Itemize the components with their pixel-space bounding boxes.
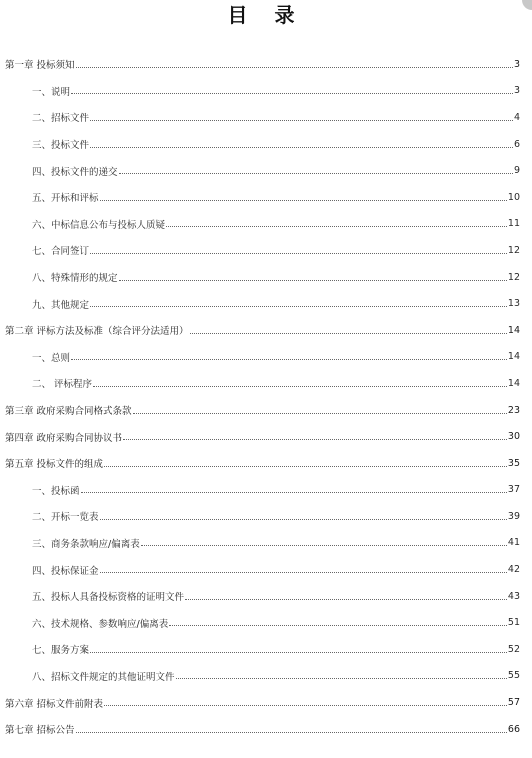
toc-dot-leader (100, 200, 507, 201)
toc-dot-leader (169, 625, 507, 626)
toc-page-number: 13 (507, 298, 520, 310)
toc-page-number: 10 (507, 191, 520, 203)
toc-page-number: 14 (507, 377, 520, 389)
toc-dot-leader (133, 413, 507, 414)
toc-entry-label: 二、开标一览表 (32, 512, 99, 524)
toc-page-number: 14 (507, 324, 520, 336)
toc-section-entry[interactable] (0, 184, 532, 211)
toc-section-entry[interactable] (0, 264, 532, 291)
toc-page-number: 3 (513, 58, 520, 70)
toc-page-number: 6 (513, 138, 520, 150)
toc-dot-leader (166, 226, 507, 227)
toc-entry-label: 三、投标文件 (32, 140, 90, 152)
toc-dot-leader (185, 599, 507, 600)
toc-section-entry[interactable] (0, 636, 532, 663)
toc-entry-label: 第六章 招标文件前附表 (5, 698, 104, 710)
toc-page-number: 9 (513, 165, 520, 177)
toc-dot-leader (90, 120, 513, 121)
toc-page-number: 55 (507, 670, 520, 682)
toc-page-number: 35 (507, 457, 520, 469)
toc-entry-label: 第三章 政府采购合同格式条款 (5, 406, 132, 418)
toc-entry-label: 第一章 投标须知 (5, 60, 75, 72)
toc-section-entry[interactable] (0, 157, 532, 184)
toc-dot-leader (81, 492, 507, 493)
toc-dot-leader (90, 147, 513, 148)
toc-dot-leader (119, 280, 507, 281)
toc-dot-leader (90, 652, 507, 653)
toc-dot-leader (90, 253, 507, 254)
toc-entry-label: 九、其他规定 (32, 299, 90, 311)
toc-page-number: 4 (513, 111, 520, 123)
toc-chapter-entry[interactable] (0, 51, 532, 78)
toc-entry-label: 第四章 政府采购合同协议书 (5, 432, 123, 444)
toc-entry-label: 八、招标文件规定的其他证明文件 (32, 671, 175, 683)
toc-section-entry[interactable] (0, 663, 532, 690)
toc-section-entry[interactable] (0, 583, 532, 610)
toc-section-entry[interactable] (0, 477, 532, 504)
toc-page-number: 14 (507, 351, 520, 363)
toc-dot-leader (104, 466, 507, 467)
toc-list (0, 51, 532, 742)
toc-dot-leader (76, 67, 513, 68)
toc-entry-label: 二、 评标程序 (32, 379, 93, 391)
toc-entry-label: 六、技术规格、参数响应/偏离表 (32, 618, 169, 630)
toc-section-entry[interactable] (0, 503, 532, 530)
toc-page-number: 41 (507, 537, 520, 549)
toc-page-number: 12 (507, 271, 520, 283)
toc-section-entry[interactable] (0, 344, 532, 371)
toc-dot-leader (100, 572, 507, 573)
toc-chapter-entry[interactable] (0, 450, 532, 477)
toc-entry-label: 八、特殊情形的规定 (32, 273, 118, 285)
toc-entry-label: 五、开标和评标 (32, 193, 99, 205)
toc-dot-leader (123, 439, 507, 440)
toc-entry-label: 第七章 招标公告 (5, 725, 75, 737)
toc-chapter-entry[interactable] (0, 689, 532, 716)
toc-dot-leader (119, 173, 513, 174)
toc-entry-label: 六、中标信息公布与投标人质疑 (32, 219, 166, 231)
toc-page-number: 39 (507, 510, 520, 522)
toc-entry-label: 四、投标文件的递交 (32, 166, 118, 178)
toc-page-number: 57 (507, 697, 520, 709)
toc-title: 目 录 (227, 3, 305, 27)
toc-entry-label: 第二章 评标方法及标准（综合评分法适用） (5, 326, 189, 338)
toc-dot-leader (76, 732, 507, 733)
toc-page-number: 37 (507, 484, 520, 496)
toc-section-entry[interactable] (0, 370, 532, 397)
toc-section-entry[interactable] (0, 131, 532, 158)
toc-page-number: 11 (507, 218, 520, 230)
toc-dot-leader (176, 678, 507, 679)
toc-dot-leader (100, 519, 507, 520)
toc-entry-label: 七、服务方案 (32, 645, 90, 657)
toc-section-entry[interactable] (0, 211, 532, 238)
toc-entry-label: 二、招标文件 (32, 113, 90, 125)
toc-chapter-entry[interactable] (0, 423, 532, 450)
toc-section-entry[interactable] (0, 104, 532, 131)
toc-chapter-entry[interactable] (0, 317, 532, 344)
toc-section-entry[interactable] (0, 609, 532, 636)
toc-dot-leader (93, 386, 507, 387)
toc-page-number: 42 (507, 564, 520, 576)
toc-entry-label: 三、商务条款响应/偏离表 (32, 538, 140, 550)
toc-section-entry[interactable] (0, 290, 532, 317)
toc-dot-leader (71, 359, 507, 360)
toc-dot-leader (190, 333, 507, 334)
toc-page-number: 12 (507, 244, 520, 256)
toc-dot-leader (90, 306, 507, 307)
toc-page-number: 52 (507, 643, 520, 655)
toc-entry-label: 五、投标人具备投标资格的证明文件 (32, 592, 185, 604)
toc-entry-label: 一、总则 (32, 352, 71, 364)
toc-entry-label: 一、说明 (32, 86, 71, 98)
toc-section-entry[interactable] (0, 530, 532, 557)
toc-dot-leader (71, 93, 513, 94)
toc-chapter-entry[interactable] (0, 397, 532, 424)
toc-chapter-entry[interactable] (0, 716, 532, 743)
toc-dot-leader (141, 545, 507, 546)
toc-page-number: 23 (507, 404, 520, 416)
toc-section-entry[interactable] (0, 237, 532, 264)
toc-entry-label: 七、合同签订 (32, 246, 90, 258)
toc-page-number: 30 (507, 431, 520, 443)
toc-dot-leader (104, 705, 507, 706)
toc-section-entry[interactable] (0, 556, 532, 583)
toc-entry-label: 第五章 投标文件的组成 (5, 459, 104, 471)
toc-section-entry[interactable] (0, 78, 532, 105)
toc-page-number: 66 (507, 723, 520, 735)
toc-page-number: 43 (507, 590, 520, 602)
toc-entry-label: 四、投标保证金 (32, 565, 99, 577)
toc-page-number: 51 (507, 617, 520, 629)
toc-page-number: 3 (513, 85, 520, 97)
toc-entry-label: 一、投标函 (32, 485, 80, 497)
